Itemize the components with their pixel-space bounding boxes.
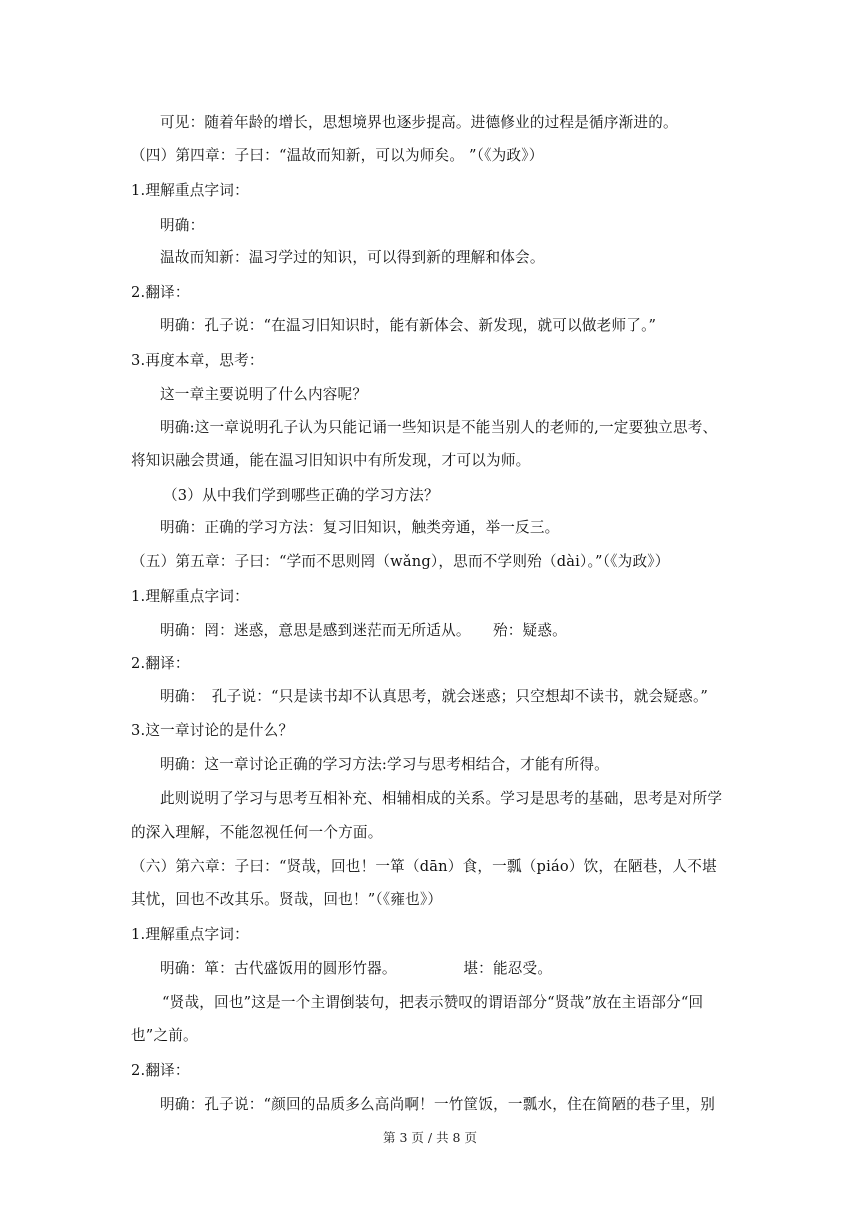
text-line: 3.这一章讨论的是什么？: [131, 722, 294, 739]
text-line: “贤哉，回也”这是一个主谓倒装句，把表示赞叹的谓语部分“贤哉”放在主语部分“回: [162, 994, 704, 1011]
text-line: 明确:这一章说明孔子认为只能记诵一些知识是不能当别人的老师的,一定要独立思考、: [160, 419, 718, 436]
section-heading: （五）第五章：子曰：“学而不思则罔（wǎng），思而不学则殆（dài）。”（《为政》）: [131, 553, 670, 570]
text-line: 3.再度本章，思考：: [131, 352, 264, 369]
text-line: 明确：这一章讨论正确的学习方法:学习与思考相结合，才能有所得。: [160, 756, 609, 773]
text-line: 这一章主要说明了什么内容呢？: [160, 386, 368, 403]
page-number-footer: 第 3 页 / 共 8 页: [383, 1130, 477, 1145]
section-heading: （六）第六章：子曰：“贤哉，回也！一箪（dān）食，一瓢（piáo）饮，在陋巷，人不堪: [131, 858, 717, 875]
text-line: 1.理解重点字词：: [131, 588, 249, 605]
text-line: （3）从中我们学到哪些正确的学习方法？: [163, 487, 439, 504]
text-line: 其忧，回也不改其乐。贤哉，回也！”（《雍也》）: [131, 891, 443, 908]
text-line: 将知识融会贯通，能在温习旧知识中有所发现，才可以为师。: [131, 452, 531, 469]
text-line: 明确：孔子说：“颜回的品质多么高尚啊！一竹筐饭，一瓢水，住在简陋的巷子里，别: [160, 1096, 716, 1113]
text-line: 温故而知新：温习学过的知识，可以得到新的理解和体会。: [160, 249, 545, 266]
text-line: 明确： 孔子说：“只是读书却不认真思考，就会迷惑；只空想却不读书，就会疑惑。”: [160, 688, 709, 705]
section-heading: （四）第四章：子曰：“温故而知新，可以为师矣。 ”（《为政》）: [131, 147, 544, 164]
text-line: 2.翻译：: [131, 655, 190, 672]
text-line: 明确：箪：古代盛饭用的圆形竹器。 堪：能忍受。: [160, 960, 553, 977]
text-line: 明确：正确的学习方法：复习旧知识，触类旁通，举一反三。: [160, 519, 560, 536]
text-line: 2.翻译：: [131, 1062, 190, 1079]
text-line: 2.翻译：: [131, 284, 190, 301]
text-line: 1.理解重点字词：: [131, 182, 249, 199]
text-line: 可见：随着年龄的增长，思想境界也逐步提高。进德修业的过程是循序渐进的。: [160, 114, 678, 131]
text-line: 的深入理解，不能忽视任何一个方面。: [131, 824, 383, 841]
text-line: 此则说明了学习与思考互相补充、相辅相成的关系。学习是思考的基础，思考是对所学: [160, 790, 723, 807]
text-line: 明确：: [160, 217, 205, 234]
text-line: 明确：孔子说：“在温习旧知识时，能有新体会、新发现，就可以做老师了。”: [160, 317, 657, 334]
text-line: 1.理解重点字词：: [131, 926, 249, 943]
text-line: 明确：罔：迷惑，意思是感到迷茫而无所适从。 殆：疑惑。: [160, 622, 567, 639]
text-line: 也”之前。: [131, 1027, 198, 1044]
